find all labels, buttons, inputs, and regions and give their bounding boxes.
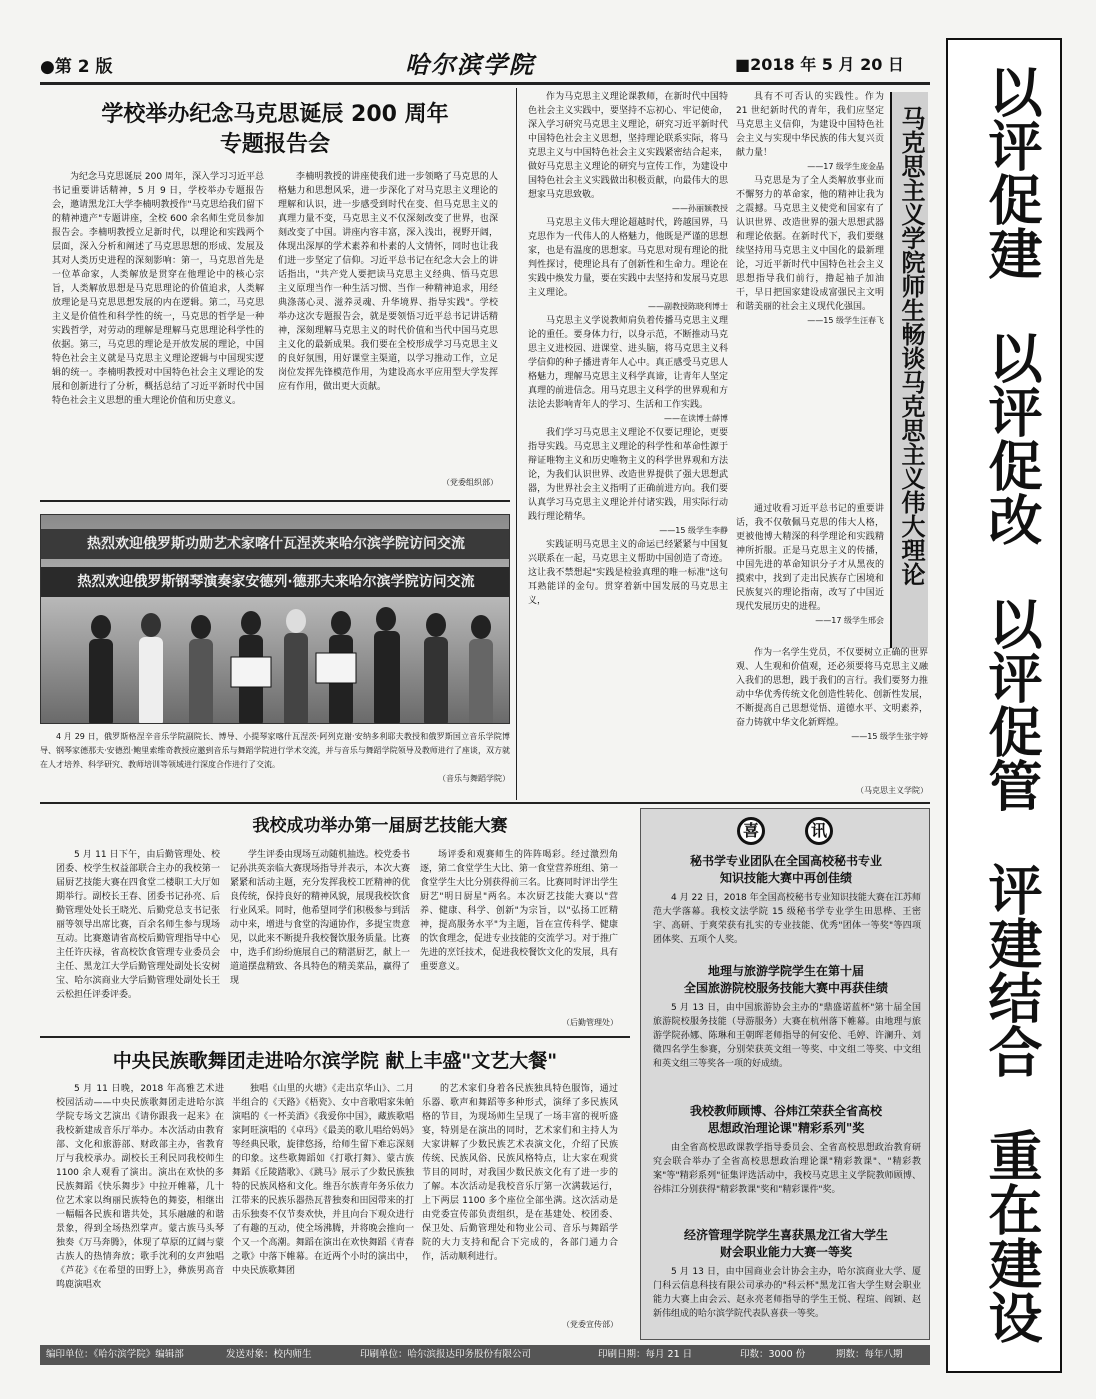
news-1-body bbox=[653, 891, 921, 955]
article-2-col3 bbox=[420, 848, 618, 1016]
right-column-bottom bbox=[736, 502, 884, 640]
footer-print-date: 印刷日期：每月 21 日 bbox=[598, 1349, 693, 1360]
footer-issue: 期数：每年八期 bbox=[836, 1349, 903, 1360]
slogan-5: 重在建设 bbox=[980, 1128, 1043, 1344]
photo-banner-1: 热烈欢迎俄罗斯功勋艺术家喀什瓦涅茨来哈尔滨学院访问交流 bbox=[41, 529, 510, 559]
article-3-text-1: 5 月 11 日晚，2018 年高雅艺术进校园活动——中央民族歌舞团走进哈尔滨学院专场文艺演出《请你跟我一起来》在我校新建成音乐厅举办。本次活动由教育部、文化和旅游部、财政部主办，省教育厅与我校承办。副校长王利民同我校师生1100 余人观看了演出。演出在欢快的多民族舞蹈《快乐舞步》中拉开帷幕，几十位艺术家以绚丽民族特色的舞姿，相继出一幅幅各民族和谐共处，其乐融融的和谐景象，得到全场热烈掌声。蒙古族马头琴独奏《万马奔腾》，体现了草原的辽阔与蒙古族人的热情奔放；歌手沈利的女声独唱《芦花》《在希望的田野上》，彝族男高音鸣鹿演唱欢 bbox=[56, 1084, 224, 1290]
article-2-col1 bbox=[56, 848, 220, 1030]
side-title-box bbox=[890, 92, 928, 648]
mid-text-2: 马克思主义伟大理论超越时代，跨越国界，马克思作为一代伟人的人格魅力，他既是严谨的思想家，也是有温度的思想家。马克思对现有理论的批判性探讨，使理论具有了创新性和生命力。理论在实践中焕发力量，要在实践中去坚持和发展马克思主义理论。 bbox=[528, 218, 728, 298]
article-2-text-3: 场评委和观赛师生的阵阵喝彩。经过激烈角逐，第二食堂学生大比、第一食堂营养班组、第一食堂学生大比分别获得前三名。比赛同时评出学生厨艺"明日厨星"两名。本次厨艺技能大赛以"营养、健康、科学、创新"为宗旨，以"弘扬工匠精神，提高服务水平"为主题，旨在宣传科学、健康的饮食理念，促进专业技能的交流学习。对于推广先进的烹饪技术，促进我校餐饮文化的发展，具有重要意义。 bbox=[420, 850, 618, 972]
article-2-signature: （后勤管理处） bbox=[562, 1018, 618, 1027]
slogan-1: 以评促建 bbox=[980, 64, 1043, 280]
paper-name: 哈尔滨学院 bbox=[405, 50, 535, 79]
news-4-title-line1: 经济管理学院学生喜获黑龙江省大学生 bbox=[683, 1228, 888, 1242]
divider-3 bbox=[40, 1036, 630, 1038]
news-2-text: 5 月 13 日，由中国旅游协会主办的"鼎盛诺蓝杯"第十届全国旅游院校服务技能（导游服务）大赛在杭州落下帷幕。由地理与旅游学院孙娜、陈琳和王朝晖老师指导的何安伦、毛婷、许澜升、刘微四名学生参赛，分别荣获英文组一等奖、中文组二等奖、中文组和英文组三等奖各一项的好成绩。 bbox=[653, 1003, 921, 1069]
article-1-text-1: 为纪念马克思诞辰 200 周年，深入学习习近平总书记重要讲话精神，5 月 9 日，学校举办专题报告会，邀请黑龙江大学李楠明教授作"马克思给我们留下的精神遗产"专题讲座，全校 600 余名师生党员参加报告会。李楠明教授立足新时代，以理论和实践两个层面，深入分析和阐述了马克思思想的形成、发展及其对人类历史进程的深刻影响：第一，马克思首先是一位革命家，人类解放是贯穿在他理论中的核心宗旨，人类解放思想是马克思理论的价值追求，人类解放理论是马克思思想发展的内在逻辑。第二，马克思主义是价值性和科学性的统一，马克思的哲学是一种实践哲学，对劳动的理解是理解马克思理论科学性的依据。第三，马克思的理论是开放发展的理论，中国特色社会主义就是马克思主义理论逻辑与中国现实逻辑的统一。李楠明教授对中国特色社会主义理论的发展和创新进行了分析，概括总结了习近平新时代中国特色社会主义思想的重大理论价值和历史意义。 bbox=[52, 172, 264, 406]
news-2-title-line1: 地理与旅游学院学生在第十届 bbox=[707, 964, 864, 978]
mid-sig-1: ——孙丽颖教授 bbox=[672, 204, 728, 213]
news-4-title-line2: 财会职业能力大赛一等奖 bbox=[719, 1245, 852, 1259]
news-badge-1: 喜 bbox=[737, 817, 765, 845]
slogan-4: 评建结合 bbox=[980, 862, 1043, 1078]
news-1-title-line1: 秘书学专业团队在全国高校秘书专业 bbox=[689, 854, 882, 868]
photo-signature: （音乐与舞蹈学院） bbox=[438, 774, 510, 783]
news-2-body bbox=[653, 1001, 921, 1095]
photo-banner-2: 热烈欢迎俄罗斯钢琴演奏家安德列·德那夫来哈尔滨学院访问交流 bbox=[41, 567, 510, 597]
article-1-col2 bbox=[278, 170, 498, 470]
slogan-2: 以评促改 bbox=[980, 330, 1043, 546]
mid-sig-4: ——15 级学生李静 bbox=[659, 526, 728, 535]
article-1-col1 bbox=[52, 170, 264, 490]
event-photo bbox=[40, 514, 510, 724]
article-3-col1 bbox=[56, 1082, 224, 1336]
slogan-box bbox=[946, 38, 1062, 1373]
article-3-col3 bbox=[422, 1082, 618, 1320]
news-1-title-line2: 知识技能大赛中再创佳绩 bbox=[719, 871, 852, 885]
right-sig-4: ——15 级学生张宇婷 bbox=[851, 732, 928, 741]
news-4-text: 5 月 13 日，由中国商业会计协会主办，哈尔滨商业大学、厦门科云信息科技有限公司承办的"科云杯"黑龙江省大学生财会职业能力大赛上由会云、赵永亮老师指导的学生王悦、程瑄、阎颖、赵新伟组成的哈尔滨学院代表队喜获一等奖。 bbox=[653, 1267, 921, 1319]
article-3-signature: （党委宣传部） bbox=[562, 1320, 618, 1329]
mid-text-1: 作为马克思主义理论课教师，在新时代中国特色社会主义实践中，要坚持不忘初心、牢记使命，深入学习研究马克思主义理论，研究习近平新时代中国特色社会主义思想，坚持理论联系实际，将马克思主义与中国特色社会主义实践紧密结合起来，做好马克思主义理论的研究与宣传工作，为建设中国特色社会主义实践做出积极贡献，向最伟大的思想家马克思致敬。 bbox=[528, 92, 728, 200]
article-1-title bbox=[40, 100, 510, 160]
issue-date: ■2018 年 5 月 20 日 bbox=[735, 55, 904, 74]
article-1-text-2: 李楠明教授的讲座使我们进一步领略了马克思的人格魅力和思想风采，进一步深化了对马克思主义理论的理解和认识，进一步感受到时代在变、但马克思主义的真理力量不变，马克思主义不仅深刻改变了世界，也深刻改变了中国。讲座内容丰富，深入浅出，视野开阔，体现出深厚的学术素养和朴素的人文情怀，同时也让我们进一步坚定了信仰。习近平总书记在纪念大会上的讲话指出，"共产党人要把读马克思主义经典、悟马克思主义原理当作一种生活习惯、当作一种精神追求，用经典涤荡心灵、滋养灵魂、升华境界、指导实践"。学校举办这次专题报告会，就是要领悟习近平总书记讲话精神，深刻理解马克思主义的时代价值和当代中国马克思主义化的最新成果。我们要在全校形成学习马克思主义的良好氛围，用好课堂主渠道，以学习推动工作，立足岗位发挥先锋模范作用，为建设高水平应用型大学发挥应有作用，做出更大贡献。 bbox=[278, 172, 498, 392]
right-sig-1: ——17 级学生庞金晶 bbox=[807, 162, 884, 171]
article-1-title-line1: 学校举办纪念马克思诞辰 200 周年 bbox=[101, 102, 449, 127]
mid-sig-3: ——在读博士薛博 bbox=[664, 414, 728, 423]
article-3-text-3: 的艺术家们身着各民族独具特色服饰，通过乐器、歌声和舞蹈等多种形式，演绎了多民族风格的节目，为现场师生呈现了一场丰富的视听盛宴，特别是在演出的同时，艺术家们和主持人为大家讲解了少数民族艺术表演文化，介绍了民族传统、民族风俗、民族风格特点，让大家在观赏节目的同时，对我国少数民族文化有了进一步的了解。本次活动是我校音乐厅第一次满载运行，上下两层 1100 多个座位全部坐满。这次活动是由党委宣传部负责组织，是在基建处、校团委、保卫处、后勤管理处和物业公司、音乐与舞蹈学院的大力支持和配合下完成的，各部门通力合作，活动顺利进行。 bbox=[422, 1084, 618, 1262]
footer-copies: 印数：3000 份 bbox=[740, 1349, 806, 1360]
photo-people bbox=[41, 597, 510, 724]
right-sig-3: ——17 级学生邢会 bbox=[815, 616, 884, 625]
col-divider-mid bbox=[516, 88, 517, 800]
article-2-text-1: 5 月 11 日下午，由后勤管理处、校团委、校学生权益部联合主办的我校第一届厨艺技能大赛在四食堂二楼职工大厅如期举行。副校长王春、团委书记孙亮、后勤管理处处长王晓光、后勤党总支书记张丽等领导出席比赛，百余名师生参与现场互动。比赛邀请省高校后勤管理指导中心主任许庆禄，省高校饮食管理专业委员会主任、黑龙江大学后勤管理处副处长安树宝、哈尔滨商业大学后勤管理处副处长王云松担任评委评委。 bbox=[56, 850, 220, 1000]
news-3-title-line1: 我校教师顾博、谷炜江荣获全省高校 bbox=[689, 1104, 882, 1118]
side-title: 马克思主义学院师生畅谈马克思主义伟大理论 bbox=[897, 106, 925, 586]
right-text-4: 作为一名学生党员，不仅要树立正确的世界观、人生观和价值观，还必须要将马克思主义融入我们的思想，践于我们的言行。我们要努力推动中华优秀传统文化创造性转化、创新性发展，不断提高自己思想觉悟、道德水平、文明素养，奋力铸就中华文化新辉煌。 bbox=[736, 648, 928, 728]
mid-text-4: 我们学习马克思主义理论不仅要记理论，更要指导实践。马克思主义理论的科学性和革命性源于辩证唯物主义和历史唯物主义的科学世界观和方法论，为我们认识世界、改造世界提供了强大思想武器，为世界社会主义指明了正确前进方向。我们要认真学习马克思主义理论并付诸实践，用实际行动践行理论精华。 bbox=[528, 428, 728, 522]
mid-text-5: 实践证明马克思主义的命运已经紧紧与中国复兴联系在一起，马克思主义帮助中国创造了奇迹。这让我不禁想起"实践是检验真理的唯一标准"这句耳熟能详的金句。贯穿着新中国发展的马克思主义， bbox=[528, 540, 728, 606]
footer-printer: 印刷单位：哈尔滨报达印务股份有限公司 bbox=[360, 1349, 532, 1360]
right-text-3: 通过收看习近平总书记的重要讲话，我不仅敬佩马克思的伟大人格，更被他博大精深的科学理论和实践精神所折服。正是马克思主义的传播，中国先进的革命知识分子才从黑夜的摸索中，找到了走出民族存亡困境和民族复兴的理论指南，改写了中国近现代发展历史的进程。 bbox=[736, 504, 884, 612]
news-badge-2: 讯 bbox=[805, 817, 833, 845]
mid-sig-2: ——副教授陈晓利博士 bbox=[648, 302, 728, 311]
news-4-body bbox=[653, 1265, 921, 1335]
news-3-text: 由全省高校思政课教学指导委员会、全省高校思想政治教育研究会联合举办了全省高校思想政治理论课"精彩教课"、"精彩教案"等"精彩系列"征集评选活动中，我校马克思主义学院教师顾博、谷炜江分别获得"精彩教课"奖和"精彩课件"奖。 bbox=[653, 1143, 921, 1195]
divider-2 bbox=[40, 802, 930, 804]
right-text-1: 具有不可否认的实践性。作为 21 世纪新时代的青年，我们应坚定马克思主义信仰，为建设中国特色社会主义与实现中华民族的伟大复兴贡献力量！ bbox=[736, 92, 884, 158]
news-3-title bbox=[647, 1103, 925, 1137]
news-2-title-line2: 全国旅游院校服务技能大赛中再获佳绩 bbox=[683, 981, 888, 995]
masthead-rule bbox=[40, 82, 930, 85]
mid-column bbox=[528, 90, 728, 800]
article-3-text-2: 独唱《山里的火塘》《走出京华山》、二月半组合的《天路》《梧瓷》、女中音歌唱家朱帕演唱的《一杯美酒》《我爱你中国》，藏族歌唱家阿旺演唱的《卓玛》《最美的歌儿唱给妈妈》等经典民歌，旋律悠扬，给师生留下难忘深刻的印象。这些歌舞蹈如《打歌打舞》、蒙古族舞蹈《丘陵踏歌》、《跳马》展示了少数民族独特的民族风格和文化。维吾尔族青年务乐依力江带来的民族乐器热瓦普独奏和田园带来的打击乐独奏不仅节奏欢快，并且向台下观众进行了有趣的互动，使全场沸腾，并将晚会推向一个又一个高潮。舞蹈在演出在欢快舞蹈《青春之歌》中落下帷幕。在近两个小时的演出中，中央民族歌舞团 bbox=[232, 1084, 414, 1276]
article-1-signature: （党委组织部） bbox=[442, 478, 498, 487]
edition-label: ●第 2 版 bbox=[40, 57, 113, 77]
footer-audience: 发送对象：校内师生 bbox=[226, 1349, 312, 1360]
article-1-title-line2: 专题报告会 bbox=[219, 132, 330, 157]
article-2-text-2: 学生评委由现场互动随机抽选。校党委书记孙洪英亲临大赛现场指导并表示，本次大赛紧紧和活动主题，充分发挥我校工匠精神的优良传统，保持良好的精神风貌，展现我校饮食行业风采。同时，他希望同学们积极参与到活动中来，增进与食堂的沟通协作，多提宝贵意见，以此来不断提升我校餐饮服务质量。比赛中，选手们纷纷施展自己的精湛厨艺，献上一道道摆盘精致、各具特色的精美菜品，赢得了现 bbox=[230, 850, 410, 986]
news-4-title bbox=[647, 1227, 925, 1261]
footer-editor: 编印单位：《哈尔滨学院》编辑部 bbox=[46, 1349, 184, 1360]
news-3-body bbox=[653, 1141, 921, 1219]
article-3-title: 中央民族歌舞团走进哈尔滨学院 献上丰盛"文艺大餐" bbox=[112, 1050, 558, 1072]
right-signature: （马克思主义学院） bbox=[856, 786, 928, 795]
mid-text-3: 马克思主义学说教师肩负着传播马克思主义理论的重任。要身体力行，以身示范，不断推动马克思主义进校园、进课堂、进头脑，将马克思主义科学信仰的种子播进青年人心中。真正感受马克思人格魅力，理解马克思主义科学真谛，让青年人坚定真理的前进信念。用马克思主义科学的世界观和方法论去影响青年人的学习、生活和工作实践。 bbox=[528, 316, 728, 410]
news-badges bbox=[641, 817, 931, 845]
photo-caption-text: 4 月 29 日，俄罗斯格涅辛音乐学院副院长、博导、小提琴家喀什瓦涅茨·阿列克谢·安纳多利耶夫教授和俄罗斯国立音乐学院博导、钢琴家德那夫·安德烈·鲍里索维奇教授应邀到音乐与舞蹈学院进行学术交流，并与音乐与舞蹈学院领导及教师进行了座谈，双方就在人才培养、科学研究、教师培训等领域进行深度合作进行了交流。 bbox=[40, 732, 510, 769]
slogan-3: 以评促管 bbox=[980, 596, 1043, 812]
news-1-text: 4 月 22 日，2018 年全国高校秘书专业知识技能大赛在江苏师范大学落幕。我校文法学院 15 级秘书学专业学生田思桦、王密宇、高研、于爽荣获有扎实的专业技能、优秀"团体一等奖"等四项团体奖、五项个人奖。 bbox=[653, 893, 921, 945]
right-column-wide bbox=[736, 646, 928, 758]
right-text-2: 马克思是为了全人类解放事业而不懈努力的革命家，他的精神让我为之震撼。马克思主义使党和国家有了认识世界、改造世界的强大思想武器和理论依据。在新时代下，我们要继续坚持用马克思主义中国化的最新理论，习近平新时代中国特色社会主义思想指导我们前行，撸起袖子加油干，早日把国家建设成富强民主文明和谐美丽的社会主义现代化强国。 bbox=[736, 176, 884, 312]
right-column-top bbox=[736, 90, 884, 502]
news-box bbox=[640, 808, 930, 1340]
right-sig-2: ——15 级学生汪春飞 bbox=[807, 316, 884, 325]
news-2-title bbox=[647, 963, 925, 997]
news-1-title bbox=[647, 853, 925, 887]
article-3-col2 bbox=[232, 1082, 414, 1336]
news-3-title-line2: 思想政治理论课"精彩系列"奖 bbox=[707, 1121, 865, 1135]
article-2-title: 我校成功举办第一届厨艺技能大赛 bbox=[252, 816, 508, 836]
article-2-col2 bbox=[230, 848, 410, 1030]
divider-1 bbox=[40, 500, 510, 502]
footer-bar bbox=[40, 1345, 930, 1365]
